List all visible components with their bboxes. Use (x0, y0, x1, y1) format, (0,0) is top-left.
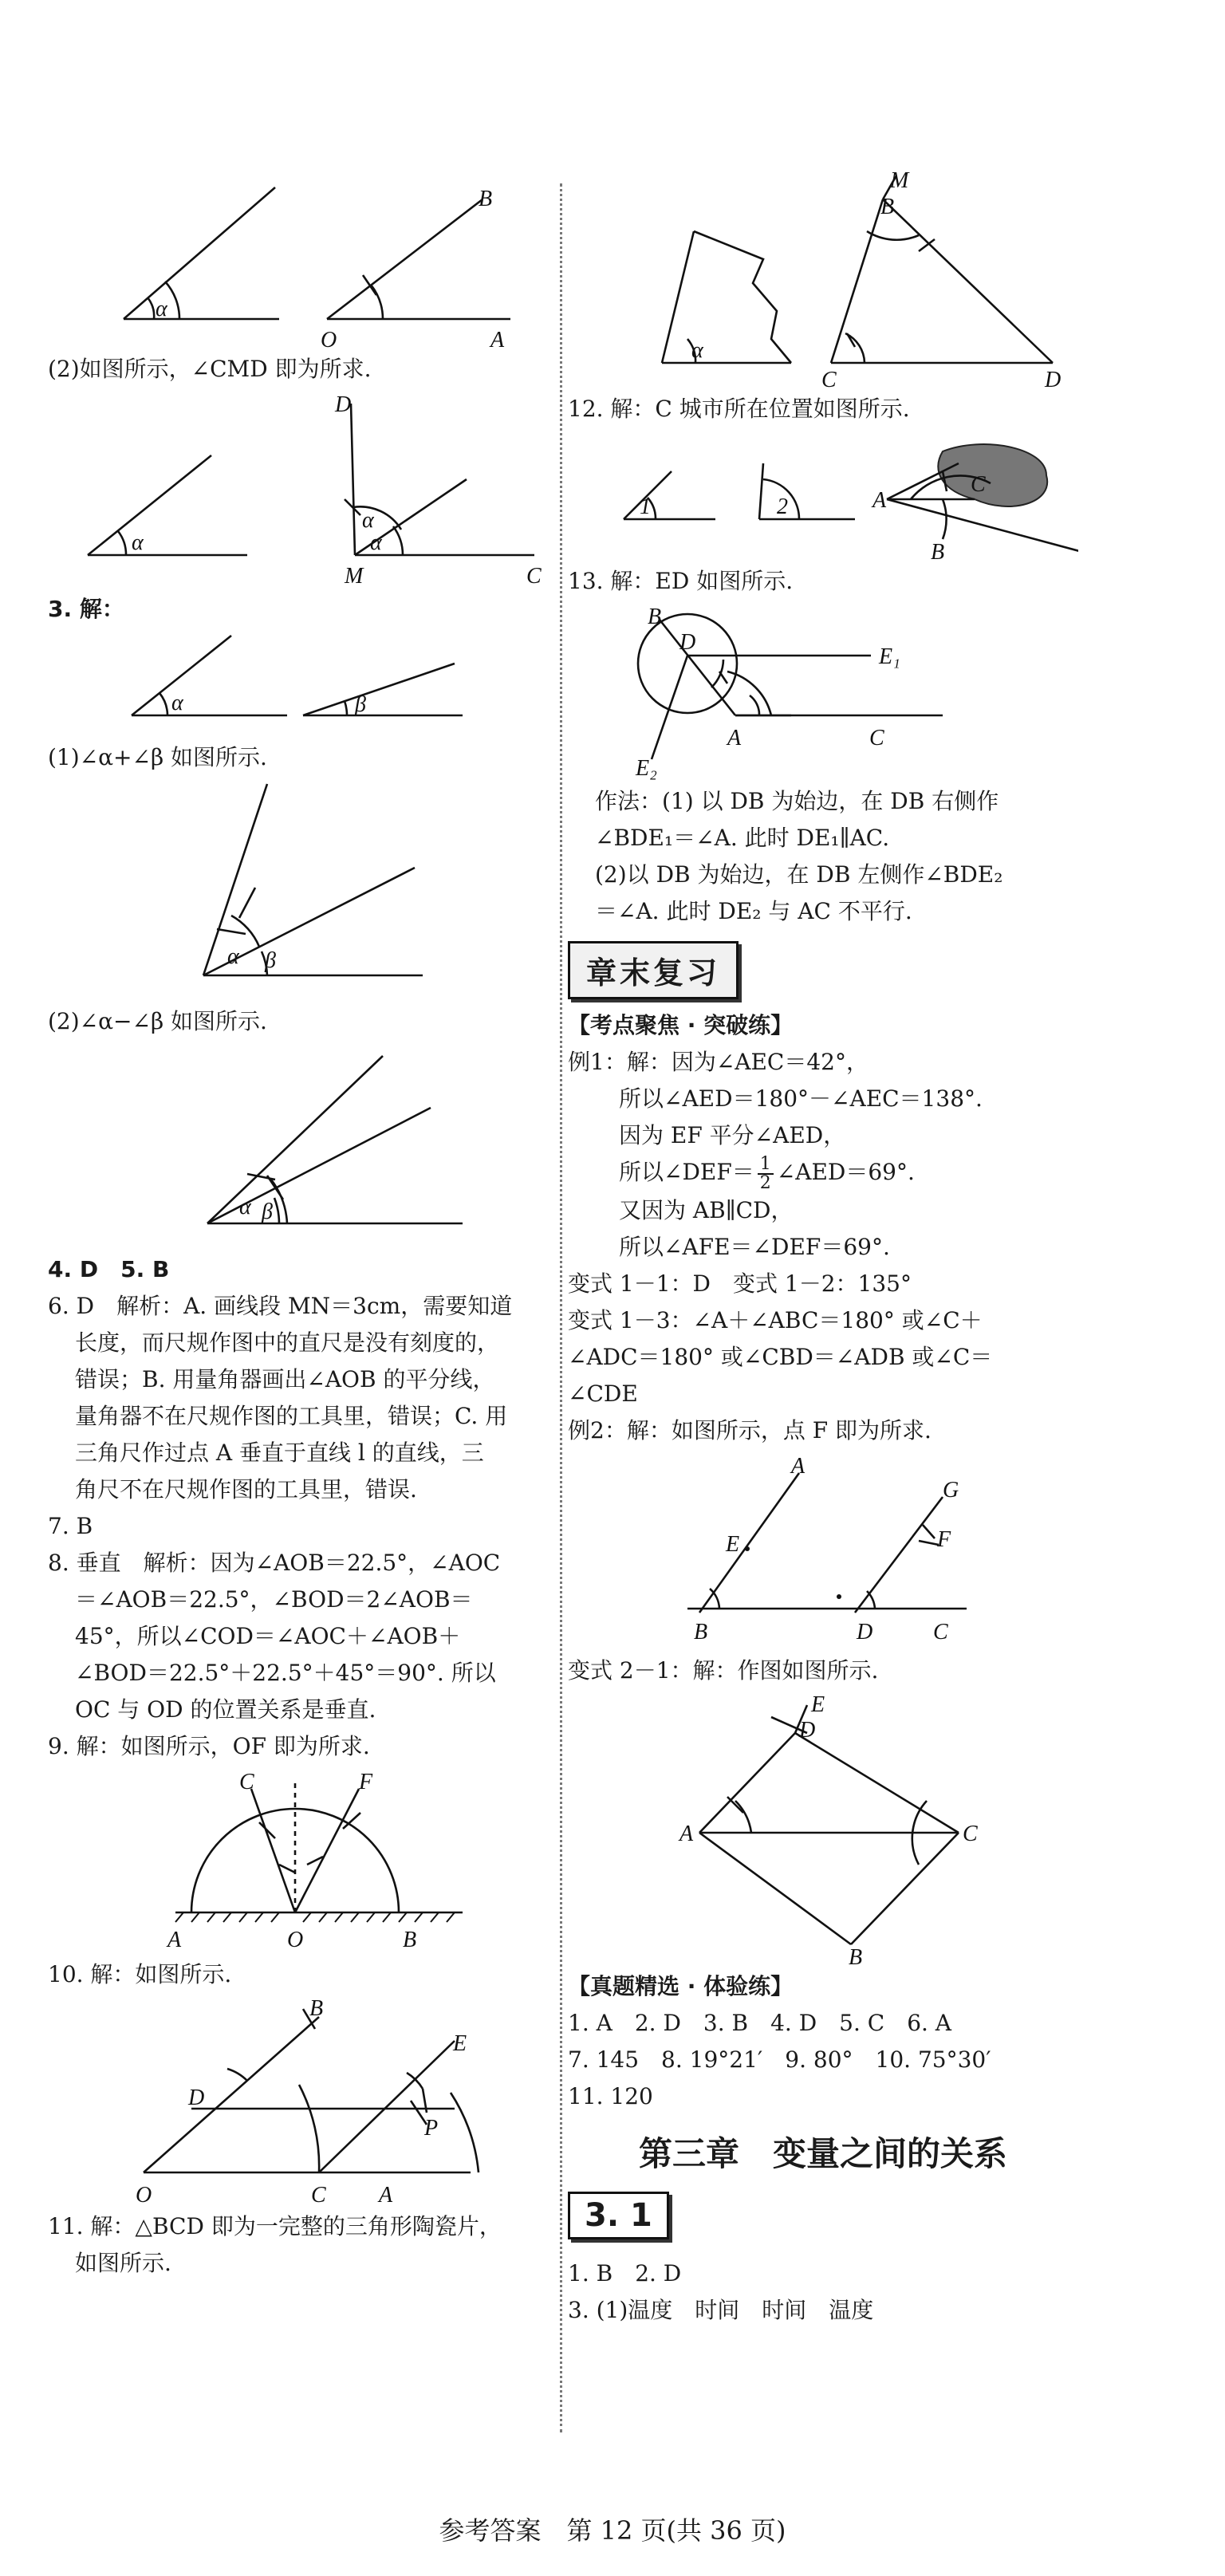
label-B: B (880, 195, 895, 219)
label-C: C (526, 564, 542, 589)
q13-method4: ＝∠A. 此时 DE₂ 与 AC 不平行. (595, 898, 912, 924)
label-alpha: α (132, 530, 144, 555)
variant-1-answers: 变式 1－1：D 变式 1－2：135° (568, 1270, 912, 1297)
ex1-line6: 所以∠AFE＝∠DEF＝69°. (619, 1233, 890, 1260)
q13-text: 13. 解：ED 如图所示. (568, 568, 794, 594)
kaodian-heading: 【考点聚焦 · 突破练】 (568, 1012, 794, 1038)
label-E: E (726, 1531, 740, 1557)
label-alpha: α (370, 530, 382, 555)
label-alpha: α (227, 944, 239, 969)
q8-line1: 8. 垂直 解析：因为∠AOB＝22.5°，∠AOC (48, 1550, 501, 1576)
label-D: D (799, 1717, 816, 1743)
fraction-denominator: 2 (759, 1172, 771, 1193)
q11-line2: 如图所示. (75, 2250, 171, 2276)
label-A: A (791, 1453, 806, 1479)
label-D: D (335, 392, 352, 417)
figure-q11-triangle (568, 120, 1078, 391)
q6-line6: 角尺不在尺规作图的工具里，错误. (75, 1476, 417, 1503)
label-A: A (679, 1821, 694, 1846)
label-C: C (869, 726, 884, 750)
ex2-text: 例2：解：如图所示，点 F 即为所求. (568, 1416, 932, 1444)
label-beta: β (262, 1199, 273, 1224)
q9-text: 9. 解：如图所示，OF 即为所求. (48, 1733, 370, 1759)
ex1-line3: 因为 EF 平分∠AED， (619, 1122, 846, 1148)
q6-line5: 三角尺作过点 A 垂直于直线 l 的直线，三 (75, 1440, 484, 1466)
q10-text: 10. 解：如图所示. (48, 1961, 232, 1987)
ex1-line4-b: ∠AED＝69°. (776, 1159, 915, 1185)
label-C: C (971, 472, 986, 497)
label-C: C (821, 368, 837, 391)
label-beta: β (265, 948, 276, 973)
page-footer: 参考答案 第 12 页(共 36 页) (439, 2515, 786, 2546)
label-E: E (453, 2031, 467, 2056)
answers-row2: 7. 145 8. 19°21′ 9. 80° 10. 75°30′ (568, 2046, 991, 2073)
label-C: C (963, 1821, 978, 1846)
q13-method3: (2)以 DB 为始边，在 DB 左侧作∠BDE₂ (595, 861, 1003, 888)
label-B: B (479, 187, 493, 211)
label-P: P (424, 2116, 439, 2141)
variant-1-3-line1: 变式 1－3：∠A＋∠ABC＝180° 或∠C＋ (568, 1306, 983, 1333)
label-E2: E₂ (636, 756, 657, 781)
label-alpha: α (239, 1195, 251, 1219)
figure-q10-parallel (48, 1993, 558, 2208)
variant-2-1-text: 变式 2－1：解：作图如图所示. (568, 1656, 879, 1684)
label-F: F (937, 1526, 951, 1552)
label-A: A (379, 2183, 393, 2208)
left-column (48, 120, 558, 2282)
label-beta: β (355, 692, 366, 717)
figure-q13 (568, 600, 1078, 783)
answers-row1: 1. A 2. D 3. B 4. D 5. C 6. A (568, 2009, 952, 2036)
label-C: C (311, 2183, 326, 2208)
figure-ex2 (568, 1449, 1078, 1652)
q7-answer: 7. B (48, 1513, 93, 1539)
q11-line1: 11. 解：△BCD 即为一完整的三角形陶瓷片， (48, 2213, 502, 2239)
fraction-numerator: 1 (758, 1156, 774, 1175)
column-divider (560, 183, 562, 2432)
chapter-heading: 第三章 变量之间的关系 (638, 2133, 1007, 2173)
figure-q12-city (568, 427, 1078, 563)
figure-alpha-plus-beta (48, 776, 558, 1003)
label-A: A (872, 488, 887, 513)
zhenti-heading: 【真题精选 · 体验练】 (568, 1972, 794, 1999)
section-answers-3: 3. (1)温度 时间 时间 温度 (568, 2296, 874, 2323)
figure-alpha-beta (48, 628, 558, 739)
section-3-1-box: 3. 1 (568, 2192, 669, 2239)
label-O: O (136, 2183, 152, 2208)
label-B: B (648, 605, 662, 629)
figure-cmd (48, 388, 558, 591)
label-A: A (490, 328, 505, 351)
label-B: B (849, 1944, 863, 1968)
label-O: O (287, 1928, 304, 1952)
ex1-line1: 例1：解：因为∠AEC＝42°， (568, 1049, 869, 1075)
figure-alpha-minus-beta (48, 1040, 558, 1251)
label-D: D (857, 1619, 873, 1644)
label-E1: E₁ (879, 644, 900, 669)
q8-line4: ∠BOD＝22.5°＋22.5°＋45°＝90°. 所以 (75, 1660, 496, 1686)
label-alpha: α (691, 338, 703, 363)
ex1-line2: 所以∠AED＝180°－∠AEC＝138°. (619, 1085, 983, 1112)
label-C: C (933, 1619, 948, 1644)
variant-1-3-line2: ∠ADC＝180° 或∠CBD＝∠ADB 或∠C＝ (568, 1343, 993, 1370)
ex1-line4-a: 所以∠DEF＝ (619, 1159, 754, 1185)
chapter-review-title: 章末复习 (568, 941, 739, 999)
label-B: B (931, 540, 945, 563)
label-F: F (359, 1770, 373, 1794)
label-B: B (694, 1619, 708, 1644)
label-alpha: α (171, 691, 183, 715)
label-M: M (890, 168, 909, 193)
q6-line2: 长度，而尺规作图中的直尺是没有刻度的， (75, 1329, 500, 1356)
q13-method1: 作法：(1) 以 DB 为始边，在 DB 右侧作 (595, 788, 999, 814)
label-D: D (188, 2086, 205, 2110)
label-M: M (345, 564, 364, 589)
label-A: A (727, 726, 742, 750)
label-B: B (309, 1996, 324, 2021)
label-B: B (403, 1928, 417, 1952)
q3-1-text: (1)∠α+∠β 如图所示. (48, 744, 267, 770)
label-A: A (167, 1928, 182, 1952)
q12-text: 12. 解：C 城市所在位置如图所示. (568, 396, 910, 422)
q8-line5: OC 与 OD 的位置关系是垂直. (75, 1696, 376, 1723)
label-C: C (239, 1770, 254, 1794)
q2-2-text: (2)如图所示，∠CMD 即为所求. (48, 356, 372, 382)
label-2: 2 (777, 494, 788, 519)
label-D: D (679, 630, 696, 655)
ex1-line4 (568, 1154, 1078, 1192)
q4-5-answers: 4. D 5. B (48, 1256, 170, 1282)
label-O: O (321, 328, 337, 351)
q6-line1: 6. D 解析：A. 画线段 MN＝3cm，需要知道 (48, 1293, 513, 1319)
label-alpha: α (362, 508, 374, 533)
q3-head: 3. 解： (48, 596, 124, 622)
q6-line3: 错误；B. 用量角器画出∠AOB 的平分线， (75, 1366, 495, 1392)
label-D: D (1045, 368, 1062, 391)
figure-angle-copy (48, 120, 558, 351)
q6-line4: 量角器不在尺规作图的工具里，错误；C. 用 (75, 1403, 508, 1429)
label-1: 1 (640, 494, 651, 519)
label-E: E (811, 1692, 825, 1717)
figure-var21 (568, 1689, 1078, 1968)
q13-method2: ∠BDE₁＝∠A. 此时 DE₁∥AC. (595, 825, 890, 851)
right-column (568, 120, 1078, 2329)
label-G: G (943, 1477, 959, 1503)
ex1-line5: 又因为 AB∥CD， (619, 1196, 794, 1223)
section-answers-1: 1. B 2. D (568, 2259, 682, 2286)
label-alpha: α (156, 297, 167, 321)
q8-line3: 45°，所以∠COD＝∠AOC＋∠AOB＋ (75, 1623, 461, 1649)
q3-2-text: (2)∠α−∠β 如图所示. (48, 1008, 267, 1034)
figure-q9-semicircle (48, 1765, 558, 1956)
fraction-half (758, 1153, 774, 1193)
answers-row3: 11. 120 (568, 2082, 653, 2109)
variant-1-3-line3: ∠CDE (568, 1380, 638, 1407)
q8-line2: ＝∠AOB＝22.5°，∠BOD＝2∠AOB＝ (75, 1586, 473, 1613)
